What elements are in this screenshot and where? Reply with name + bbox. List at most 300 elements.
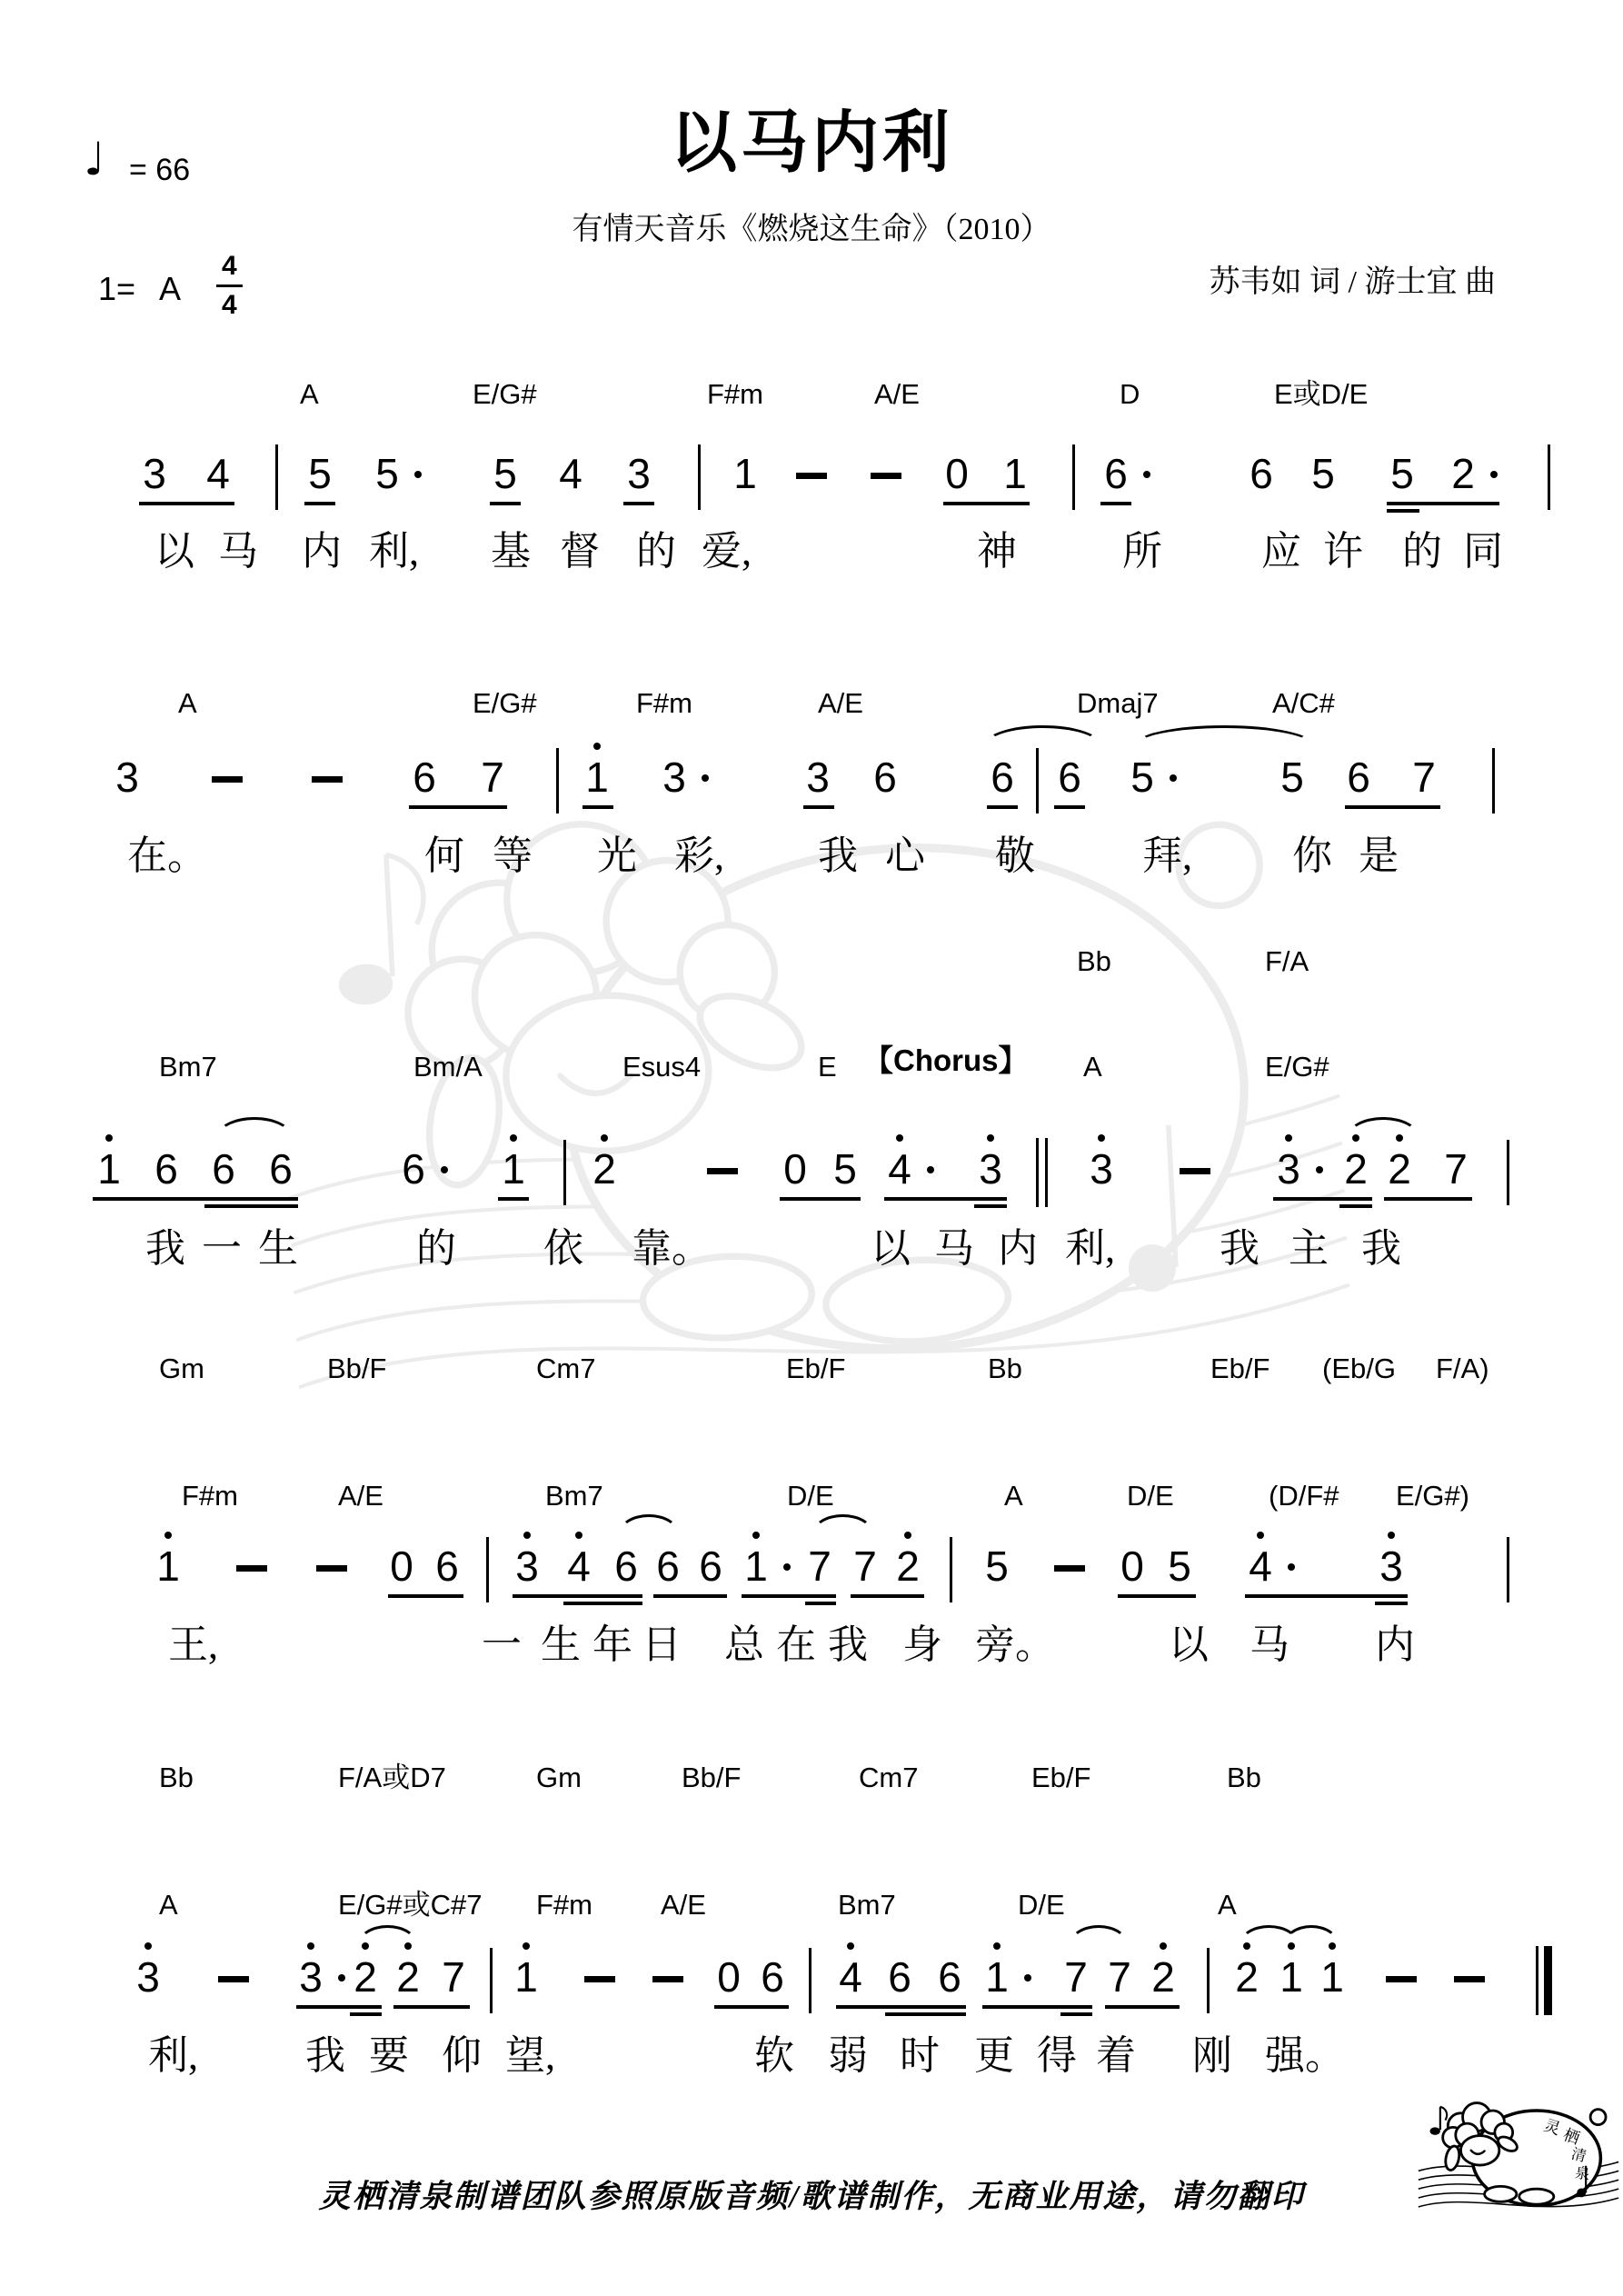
lyric-char: 应 [1261, 529, 1301, 574]
note-number: 1 [502, 1145, 525, 1193]
barline [556, 748, 559, 814]
studio-logo [1416, 2089, 1621, 2241]
lyric-char: 的 [416, 1226, 456, 1271]
lyric-char: 年 [592, 1622, 632, 1667]
composer-credits: 苏韦如 词 / 游士宜 曲 [1209, 265, 1496, 299]
beam-underline [409, 805, 507, 809]
lyric-char: 我 [1361, 1226, 1401, 1271]
chord-symbol: Bm7 [159, 1051, 217, 1083]
barline [486, 1537, 489, 1602]
beam-underline [1345, 805, 1440, 809]
beam-underline [836, 2005, 966, 2009]
lyric-char: 日 [642, 1622, 682, 1667]
note-number: 3 [299, 1953, 323, 2001]
note-number: 4 [559, 450, 582, 497]
sheep-icon [1416, 2089, 1621, 2236]
chord-symbol: A [178, 687, 197, 719]
chord-symbol: A/E [874, 378, 920, 410]
lyric-char: 总 [724, 1622, 764, 1667]
beam-underline [1105, 2005, 1180, 2009]
duration-dash [316, 1565, 347, 1572]
note-number: 5 [375, 450, 399, 497]
lyric-char: 我 [305, 2033, 345, 2078]
note-number: 1 [1003, 450, 1027, 497]
octave-dot [1257, 1532, 1264, 1539]
tie-slur-arc [357, 1925, 418, 1945]
note-number: 6 [154, 1145, 178, 1193]
note-number: 3 [1277, 1145, 1300, 1193]
duration-dash [212, 776, 243, 783]
lyric-char: 拜, [1142, 834, 1192, 878]
note-number: 3 [806, 754, 830, 801]
beam-underline [851, 1594, 924, 1598]
lyric-char: 强。 [1265, 2033, 1345, 2078]
note-number: 6 [656, 1542, 680, 1590]
tie-slur-arc [1069, 1925, 1129, 1945]
note-number: 6 [614, 1542, 638, 1590]
note-number: 5 [493, 450, 517, 497]
chord-symbol: E/G# [473, 378, 537, 410]
chord-symbol: E/G# [473, 687, 537, 719]
tempo-value: = 66 [129, 153, 191, 187]
barline [1492, 748, 1495, 814]
beam-underline [742, 1594, 836, 1598]
note-number: 3 [115, 754, 139, 801]
lyric-char: 一 [482, 1622, 522, 1667]
note-number: 3 [1090, 1145, 1113, 1193]
note-number: 7 [1064, 1953, 1088, 2001]
logo-char: 泉 [1573, 2164, 1591, 2183]
chord-symbol: E/G#或C#7 [338, 1889, 483, 1921]
note-number: 5 [1168, 1542, 1191, 1590]
note-number: 7 [1412, 754, 1436, 801]
note-number: 6 [435, 1542, 459, 1590]
lyric-char: 着 [1096, 2033, 1136, 2078]
note-number: 4 [839, 1953, 862, 2001]
octave-dot [307, 1942, 314, 1950]
note-number: 6 [699, 1542, 722, 1590]
octave-dot [105, 1134, 113, 1142]
octave-dot [144, 1942, 152, 1950]
beam-underline [1100, 502, 1131, 505]
note-number: 1 [733, 450, 757, 497]
chord-symbol: E或D/E [1274, 378, 1369, 410]
note-number: 7 [1108, 1953, 1131, 2001]
duration-dot [414, 471, 422, 478]
lyric-char: 的 [636, 529, 676, 574]
octave-dot [987, 1134, 994, 1142]
lyric-char: 以 [871, 1226, 911, 1271]
tie-slur-arc [618, 1514, 680, 1534]
beam-underline [1387, 502, 1499, 505]
chord-symbol: Esus4 [622, 1051, 702, 1083]
beam-underline [803, 805, 834, 809]
lyric-char: 仰 [442, 2033, 482, 2078]
chord-symbol: F#m [182, 1480, 238, 1512]
note-number: 0 [945, 450, 969, 497]
lyric-char: 利, [369, 529, 419, 574]
lyric-char: 生 [258, 1226, 298, 1271]
note-number: 1 [1320, 1953, 1344, 2001]
note-number: 0 [1120, 1542, 1144, 1590]
chord-symbol: Eb/F [1031, 1762, 1091, 1793]
lyric-char: 你 [1292, 834, 1332, 878]
duration-dot [338, 1974, 345, 1982]
beam-underline [943, 502, 1030, 505]
octave-dot [601, 1134, 608, 1142]
note-number: 1 [985, 1953, 1009, 2001]
note-number: 7 [442, 1953, 465, 2001]
note-number: 2 [896, 1542, 920, 1590]
beam-underline [1060, 2012, 1092, 2016]
note-number: 1 [744, 1542, 768, 1590]
beam-underline [714, 2005, 789, 2009]
tie-slur-arc [812, 1514, 874, 1534]
lyric-char: 的 [1402, 529, 1442, 574]
lyric-char: 软 [754, 2033, 794, 2078]
chord-symbol: Dmaj7 [1077, 687, 1159, 719]
beam-underline [1339, 1204, 1372, 1208]
lyric-char: 心 [885, 834, 925, 878]
note-number: 6 [761, 1953, 784, 2001]
tie-slur-arc [984, 725, 1101, 745]
octave-dot [523, 1532, 531, 1539]
note-number: 5 [833, 1145, 857, 1193]
lyric-char: 基 [491, 529, 531, 574]
logo-char: 栖 [1560, 2125, 1583, 2148]
beam-underline [982, 2005, 1092, 2009]
note-number: 1 [1279, 1953, 1303, 2001]
chord-symbol: D/E [1127, 1480, 1174, 1512]
note-number: 6 [1058, 754, 1081, 801]
octave-dot [1160, 1942, 1167, 1950]
note-number: 3 [515, 1542, 539, 1590]
octave-dot [1285, 1134, 1292, 1142]
lyric-char: 刚 [1192, 2033, 1232, 2078]
chord-symbol: F/A或D7 [338, 1762, 446, 1793]
lyric-char: 我 [828, 1622, 868, 1667]
octave-dot [904, 1532, 911, 1539]
lyric-char: 许 [1323, 529, 1363, 574]
note-number: 3 [143, 450, 166, 497]
chord-symbol: Bb/F [327, 1353, 387, 1384]
duration-dash [1180, 1168, 1210, 1174]
barline [698, 444, 701, 510]
duration-dot [1143, 471, 1150, 478]
chord-symbol: F#m [536, 1889, 592, 1921]
note-number: 2 [1344, 1145, 1368, 1193]
beam-underline [350, 2012, 382, 2016]
note-number: 2 [353, 1953, 377, 2001]
lyric-char: 身 [902, 1622, 942, 1667]
lyric-char: 爱, [702, 529, 752, 574]
final-barline [1536, 1946, 1538, 2015]
barline [490, 1948, 493, 2013]
note-number: 5 [1311, 450, 1335, 497]
lyric-char: 以 [154, 529, 194, 574]
beam-underline [623, 502, 654, 505]
note-number: 5 [308, 450, 332, 497]
note-number: 0 [390, 1542, 413, 1590]
octave-dot [896, 1134, 903, 1142]
beam-underline [1054, 805, 1085, 809]
lyric-char: 敬 [995, 834, 1035, 878]
chord-symbol: D/E [1018, 1889, 1065, 1921]
note-number: 0 [783, 1145, 807, 1193]
chord-symbol: Bb/F [682, 1762, 742, 1793]
chord-symbol: Bm7 [838, 1889, 896, 1921]
note-number: 2 [1151, 1953, 1175, 2001]
lyric-char: 内 [998, 1226, 1038, 1271]
chord-symbol: Bm/A [413, 1051, 483, 1083]
time-upper: 4 [216, 251, 243, 287]
lyric-char: 弱 [828, 2033, 868, 2078]
chord-symbol: Eb/F [786, 1353, 846, 1384]
duration-dot [1316, 1166, 1323, 1173]
chord-symbol: E/G# [1265, 1051, 1329, 1083]
octave-dot [1388, 1532, 1395, 1539]
album-subtitle: 有情天音乐《燃烧这生命》（2010） [572, 213, 1051, 246]
beam-underline [93, 1197, 298, 1201]
lyric-char: 彩, [674, 834, 724, 878]
note-number: 6 [873, 754, 897, 801]
lyric-char: 王, [168, 1622, 218, 1667]
note-number: 1 [156, 1542, 180, 1590]
beam-underline [139, 502, 234, 505]
duration-dash [1454, 1976, 1485, 1982]
chord-symbol: (Eb/G [1322, 1353, 1396, 1384]
duration-dash [236, 1565, 267, 1572]
lyric-char: 我 [818, 834, 858, 878]
double-barline [1036, 1138, 1039, 1207]
chord-symbol: D/E [787, 1480, 834, 1512]
note-number: 4 [206, 450, 230, 497]
note-number: 1 [585, 754, 609, 801]
note-number: 6 [212, 1145, 235, 1193]
note-number: 5 [1130, 754, 1154, 801]
lyric-char: 等 [493, 834, 533, 878]
lyric-char: 同 [1463, 529, 1503, 574]
note-number: 2 [396, 1953, 420, 2001]
time-lower: 4 [222, 290, 237, 320]
barline [563, 1140, 566, 1205]
lyric-char: 要 [369, 2033, 409, 2078]
lyric-char: 我 [1220, 1226, 1260, 1271]
lyric-char: 内 [1375, 1622, 1415, 1667]
beam-underline [974, 1204, 1007, 1208]
duration-dot [441, 1166, 448, 1173]
beam-underline [1384, 1197, 1472, 1201]
tie-slur-arc [216, 1117, 293, 1137]
lyric-char: 望, [505, 2033, 555, 2078]
note-number: 7 [1444, 1145, 1468, 1193]
lyric-char: 在 [776, 1622, 816, 1667]
note-number: 4 [1249, 1542, 1272, 1590]
duration-dash [1386, 1976, 1417, 1982]
beam-underline [563, 1602, 642, 1605]
chord-symbol: Eb/F [1210, 1353, 1270, 1384]
section-label: 【Chorus】 [863, 1043, 1029, 1077]
note-number: 6 [938, 1953, 961, 2001]
lyric-char: 何 [424, 834, 464, 878]
octave-dot [752, 1532, 760, 1539]
chord-symbol: F#m [707, 378, 763, 410]
chord-symbol: F/A [1265, 945, 1309, 977]
chord-symbol: Bb [988, 1353, 1022, 1384]
beam-underline [1245, 1594, 1408, 1598]
lyric-char: 依 [543, 1226, 583, 1271]
octave-dot [164, 1532, 172, 1539]
note-number: 1 [97, 1145, 121, 1193]
note-number: 2 [592, 1145, 616, 1193]
key-label: 1= [98, 270, 136, 307]
duration-dot [927, 1166, 934, 1173]
note-number: 1 [514, 1953, 538, 2001]
note-number: 6 [1250, 450, 1273, 497]
lyric-char: 一 [202, 1226, 242, 1271]
lyric-char: 神 [977, 529, 1017, 574]
chord-symbol: A [1218, 1889, 1237, 1921]
lyric-char: 更 [974, 2033, 1014, 2078]
barline [1072, 444, 1075, 510]
duration-dot [702, 774, 709, 782]
barline [275, 444, 278, 510]
lyric-char: 生 [541, 1622, 581, 1667]
logo-char: 灵 [1541, 2115, 1563, 2139]
beam-underline [296, 2005, 382, 2009]
beam-underline [885, 2012, 966, 2016]
chord-symbol: A/E [338, 1480, 383, 1512]
octave-dot [523, 1942, 530, 1950]
beam-underline [498, 1197, 529, 1201]
beam-underline [1273, 1197, 1372, 1201]
chord-symbol: D [1120, 378, 1140, 410]
tie-slur-arc [1134, 725, 1314, 745]
duration-dash [871, 473, 901, 479]
note-number: 6 [269, 1145, 293, 1193]
double-barline [1045, 1138, 1048, 1207]
beam-underline [393, 2005, 470, 2009]
beam-underline [884, 1197, 1007, 1201]
lyric-char: 我 [145, 1226, 185, 1271]
note-number: 5 [985, 1542, 1009, 1590]
chord-symbol: Gm [536, 1762, 582, 1793]
note-number: 2 [1388, 1145, 1411, 1193]
chord-symbol: A [300, 378, 319, 410]
lyric-char: 靠。 [632, 1226, 712, 1271]
lyric-char: 马 [1250, 1622, 1289, 1667]
key-value: A [159, 270, 182, 307]
chord-symbol: A [1004, 1480, 1023, 1512]
duration-dash [218, 1976, 249, 1982]
lyric-char: 督 [560, 529, 600, 574]
chord-symbol: Gm [159, 1353, 204, 1384]
duration-dash [796, 473, 827, 479]
lyric-char: 时 [900, 2033, 940, 2078]
chord-symbol: A/C# [1272, 687, 1335, 719]
lyric-char: 得 [1037, 2033, 1077, 2078]
note-number: 5 [1280, 754, 1304, 801]
note-number: 3 [1379, 1542, 1403, 1590]
octave-dot [510, 1134, 517, 1142]
chord-symbol: A/E [661, 1889, 706, 1921]
beam-underline [805, 1602, 836, 1605]
beam-underline [1118, 1594, 1196, 1598]
lyric-char: 所 [1122, 529, 1162, 574]
note-number: 3 [979, 1145, 1002, 1193]
chord-symbol: E/G#) [1396, 1480, 1469, 1512]
beam-underline [513, 1594, 642, 1598]
barline [1507, 1537, 1509, 1602]
duration-dot [783, 1563, 791, 1571]
lyric-char: 内 [302, 529, 342, 574]
octave-dot [993, 1942, 1001, 1950]
tie-slur-arc [1347, 1117, 1419, 1137]
footer-note: 灵栖清泉制谱团队参照原版音频/歌谱制作，无商业用途，请勿翻印 [318, 2179, 1305, 2214]
duration-dash [312, 776, 343, 783]
beam-underline [204, 1204, 298, 1208]
note-number: 6 [1104, 450, 1128, 497]
chord-symbol: Bb [159, 1762, 194, 1793]
note-number: 7 [853, 1542, 877, 1590]
beam-underline [780, 1197, 861, 1201]
chord-symbol: Bb [1227, 1762, 1261, 1793]
beam-underline [1387, 509, 1419, 513]
beam-underline [582, 805, 613, 809]
duration-dash [1054, 1565, 1085, 1572]
note-number: 3 [627, 450, 651, 497]
lyric-char: 是 [1359, 834, 1399, 878]
chord-symbol: F#m [636, 687, 692, 719]
chord-symbol: (D/F# [1269, 1480, 1339, 1512]
octave-dot [593, 743, 601, 750]
barline [1507, 1140, 1509, 1205]
barline [809, 1948, 812, 2013]
note-number: 4 [888, 1145, 911, 1193]
note-number: 2 [1451, 450, 1475, 497]
chord-symbol: Bb [1077, 945, 1111, 977]
duration-dot [1490, 471, 1498, 478]
note-number: 6 [888, 1953, 911, 2001]
duration-dot [1288, 1563, 1295, 1571]
logo-char: 清 [1569, 2145, 1588, 2166]
octave-dot [575, 1532, 582, 1539]
barline [1207, 1948, 1210, 2013]
lyric-char: 马 [218, 529, 258, 574]
chord-symbol: A/E [818, 687, 863, 719]
lyric-char: 旁。 [975, 1622, 1055, 1667]
note-number: 6 [991, 754, 1014, 801]
chord-symbol: A [1083, 1051, 1102, 1083]
note-number: 3 [662, 754, 686, 801]
lyric-char: 马 [934, 1226, 974, 1271]
chord-symbol: E [818, 1051, 837, 1083]
note-number: 6 [413, 754, 436, 801]
chord-symbol: Cm7 [859, 1762, 919, 1793]
barline [1036, 748, 1039, 814]
octave-dot [847, 1942, 854, 1950]
lyric-char: 光 [597, 834, 637, 878]
lyric-char: 利, [148, 2033, 198, 2078]
beam-underline [653, 1594, 727, 1598]
beam-underline [304, 502, 335, 505]
beam-underline [388, 1594, 463, 1598]
duration-dash [584, 1976, 615, 1982]
beam-underline [987, 805, 1018, 809]
note-number: 3 [136, 1953, 160, 2001]
lyric-char: 在。 [127, 834, 207, 878]
note-number: 7 [808, 1542, 831, 1590]
